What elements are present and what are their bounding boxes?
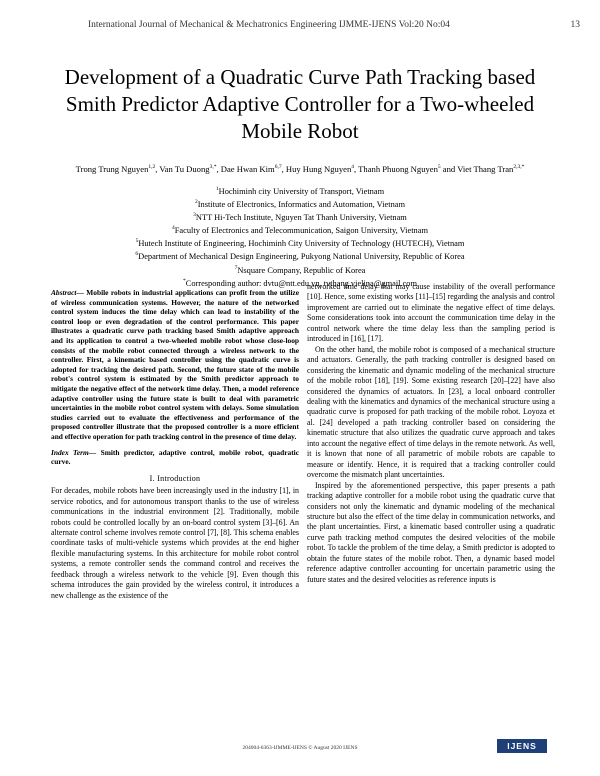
abstract xyxy=(51,288,299,442)
author: Huy Hung Nguyen$^4$ xyxy=(285,163,355,174)
right-column xyxy=(307,282,555,585)
page-footer: 204004-6363-IJMME-IJENS © August 2020 IJENS xyxy=(242,745,358,751)
affiliation: $^1$Hochiminh city University of Transport, Vietnam xyxy=(215,186,385,196)
abstract-label: Abstract— xyxy=(51,288,84,297)
affiliation: $^3$NTT Hi-Tech Institute, Nguyen Tat Thanh University, Vietnam xyxy=(193,212,407,222)
page-number: 13 xyxy=(570,20,580,30)
author: Trong Trung Nguyen$^{1,2}$ xyxy=(75,163,156,174)
index-terms-text: Smith predictor, adaptive control, mobile robot, quadratic curve. xyxy=(51,447,299,467)
author: Viet Thang Tran$^{2,3,*}$ xyxy=(457,163,525,174)
journal-name: International Journal of Mechanical & Mechatronics Engineering IJMME-IJENS Vol:20 No:04 xyxy=(88,20,450,30)
affiliation: $^7$Nsquare Company, Republic of Korea xyxy=(234,264,366,275)
body-paragraph: For decades, mobile robots have been increasingly used in the industry [1], in service robotics, and for autonomous transport thanks to the use of wireless communications in the industrial environment [2]. Traditionally, mobile robots could be controlled locally by an on-board control system [3]–[6]. An alternate control scheme involves remote control [7], [8]. This schema enables coordinate tasks of multi-vehicle systems which provides at the end higher flexible manufacturing systems. In this architecture for mobile robot control systems, a remote controller sends the command control and receives the feedback through a wireless network to the vehicle [9]. Even though this schema introduces the gain provided by the wireless control, it introduces a new challenge as the existence of the xyxy=(51,486,299,600)
corresponding-author: *Corresponding author: dvtu@ntt.edu.vn, tvthang.vielina@gmail.com xyxy=(182,277,418,288)
abstract-text: Mobile robots in industrial applications can profit from the utilize of wireless communication systems. However, the nature of the networked control system induces the time delay which can lead to instability of the control loop or even degradation of the control performance. This paper illustrates a quadratic curve path tracking based Smith adaptive approach and its application to control a two-wheeled mobile robot whose close-loop consists of the mobile robot connected through a wireless network to the controller. First, a kinematic based controller using the quadratic curve is adopted for tracking the desired path. Second, the future state of the mobile robot's control system is estimated by the Smith predictor approach to mitigate the negative effect of the network time delay. Then, a model reference adaptive controller using the future state is built to deal with parametric uncertainties in the mobile robot control system with delays. Some simulation studies carried out to evaluate the effectiveness and performance of the proposed controller illustrate that the proposed controller is a more efficient and effective operation for path tracking control in the presence of time delay. xyxy=(51,288,299,441)
paper-title: Development of a Quadratic Curve Path Tracking based Smith Predictor Adaptive Controller for a Two-wheeled Mobile Robot xyxy=(64,65,536,143)
ijens-logo: IJENS xyxy=(497,739,547,753)
author: Van Tu Duong$^{3,*}$ xyxy=(159,163,217,174)
section-heading: I. Introduction xyxy=(149,473,201,483)
author-list: Trong Trung Nguyen$^{1,2}$, Van Tu Duong$^{3,*}$, Dae Hwan Kim$^{6,7}$, Huy Hung Nguyen$^4$, Thanh Phuong Nguyen$^5$ and Viet Thang Tran$^{2,3,*}$ xyxy=(75,163,525,174)
author: Thanh Phuong Nguyen$^5$ xyxy=(358,163,441,174)
affiliation: $^5$Hutech Institute of Engineering, Hochiminh City University of Technology (HUTECH), Vietnam xyxy=(135,238,465,249)
index-terms-label: Index Term— xyxy=(51,447,97,457)
affiliation: $^6$Department of Mechanical Design Engineering, Pukyong National University, Republic of Korea xyxy=(135,251,465,262)
body-paragraph: On the other hand, the mobile robot is composed of a mechanical structure and actuators. Generally, the path tracking controller is designed based on considering the kinematic and dynamic modeling of the mechanical structure of the mobile robot [18], [19]. Some existing research [20]–[22] have also considered the dynamics of actuators. In [23], a local onboard controller dealing with the kinematics and dynamics of the mechanical structure using a quadratic curve is proposed for path tracking of the mobile robot. Loyoza et al. [24] developed a path tracking controller based on considering the kinematic structure that also utilizes the quadratic curve approach and takes into account the negative effect of time delays in the remote network. As well, it is known that none of all parametric of mobile robots are capable to measure or identify. Hence, it is required that a tracking controller could overcome the mismatch plant uncertainties. xyxy=(307,344,555,480)
affiliation-list xyxy=(60,184,540,289)
affiliation: $^2$Institute of Electronics, Informatics and Automation, Vietnam xyxy=(194,199,406,209)
author: Dae Hwan Kim$^{6,7}$ xyxy=(220,163,282,174)
body-paragraph: Inspired by the aforementioned perspective, this paper presents a path tracking adaptive controller for a mobile robot using the quadratic curve that considers not only the kinematic and dynamic modeling of the mechanical structure but also the effect of the time delay in communication networks, and the plant uncertainties. First, a kinematic based controller using a quadratic curve path tracking method computes the desired velocities of the mobile robot. To tackle the problem of the time delay, a Smith predictor is adopted to obtain the future states of the mobile robot. Then, a dynamic based model reference adaptive controller accounting for uncertain parametric using the future states and the desired velocities as reference inputs is xyxy=(307,480,555,584)
left-column xyxy=(51,288,299,601)
affiliation: $^4$Faculty of Electronics and Telecommunication, Saigon University, Vietnam xyxy=(172,225,428,236)
body-paragraph: networked time delay that may cause instability of the overall performance [10]. Hence, some existing works [11]–[15] regarding the analysis and control improvement are carried out to eliminate the negative effect of time delays. Some considerations took into account the communication time delay in the control network where the time delay less than the sampling period is introduced in [16], [17]. xyxy=(307,282,555,344)
index-terms xyxy=(51,448,299,467)
